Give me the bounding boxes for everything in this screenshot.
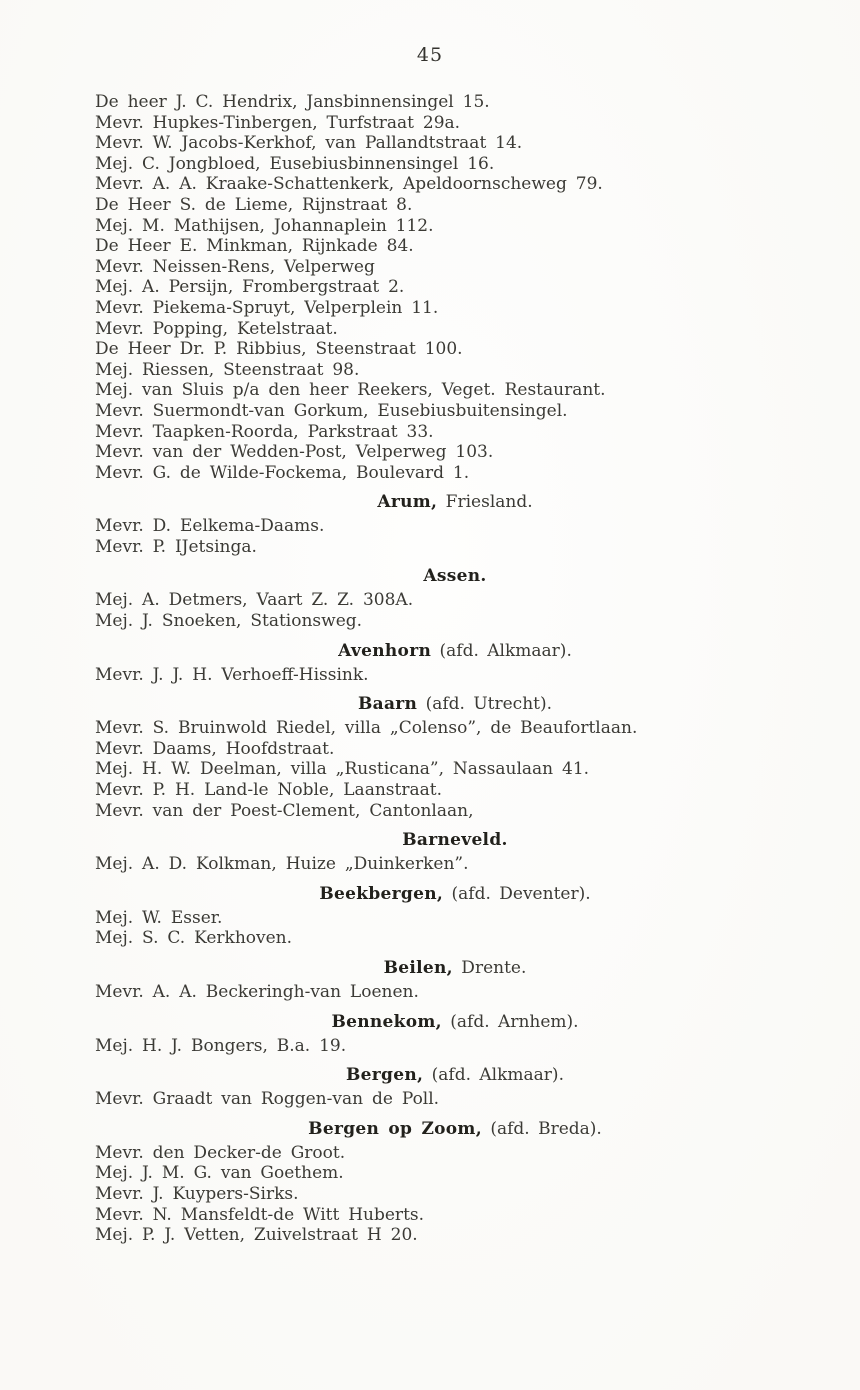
member-entry: Mej. J. Snoeken, Stationsweg. — [95, 611, 363, 632]
city-section — [95, 641, 815, 686]
member-entry: Mej. H. J. Bongers, B.a. 19. — [95, 1035, 347, 1056]
member-entry: Mevr. A. A. Beckeringh-van Loenen. — [95, 982, 419, 1002]
member-entry: Mevr. Popping, Ketelstraat. — [95, 318, 338, 339]
member-entry: Mevr. N. Mansfeldt-de Witt Huberts. — [95, 1204, 425, 1225]
member-entry: Mej. P. J. Vetten, Zuivelstraat H 20. — [95, 1225, 418, 1246]
city-section — [95, 694, 815, 821]
member-entry: Mevr. van der Wedden-Post, Velperweg 103. — [95, 442, 494, 463]
member-entry: De Heer S. de Lieme, Rijnstraat 8. — [95, 194, 413, 215]
city-name: Beekbergen, — [319, 883, 444, 904]
member-entry: Mevr. J. Kuypers-Sirks. — [95, 1183, 299, 1204]
member-entry: Mej. A. Persijn, Frombergstraat 2. — [95, 277, 405, 298]
member-entry: Mej. A. D. Kolkman, Huize „Duinkerken”. — [95, 854, 469, 875]
member-entry: De Heer E. Minkman, Rijnkade 84. — [95, 236, 414, 257]
member-entry: De heer J. C. Hendrix, Jansbinnensingel 15. — [95, 92, 490, 112]
city-name: Barneveld. — [402, 830, 508, 851]
city-heading — [95, 694, 815, 714]
city-suffix: (afd. Arnhem). — [441, 1011, 579, 1032]
city-heading — [95, 1012, 815, 1032]
city-name: Arum, — [377, 492, 438, 513]
member-entry: Mevr. Graadt van Roggen-van de Poll. — [95, 1089, 440, 1110]
city-suffix: Drente. — [452, 958, 527, 978]
member-entry: Mevr. W. Jacobs-Kerkhof, van Pallandtstraat 14. — [95, 133, 523, 154]
member-entry: Mej. van Sluis p/a den heer Reekers, Veget. Restaurant. — [95, 380, 606, 401]
member-entry: Mej. S. C. Kerkhoven. — [95, 928, 293, 949]
member-entry: Mevr. Hupkes-Tinbergen, Turfstraat 29a. — [95, 112, 461, 133]
member-entry: Mej. Riessen, Steenstraat 98. — [95, 359, 360, 380]
city-section — [95, 884, 815, 949]
city-heading — [95, 566, 815, 586]
city-name: Avenhorn — [338, 640, 432, 661]
city-heading — [95, 641, 815, 661]
member-entry: Mej. C. Jongbloed, Eusebiusbinnensingel 16. — [95, 153, 495, 174]
member-entry: Mevr. Daams, Hoofdstraat. — [95, 738, 335, 759]
city-suffix: (afd. Deventer). — [443, 883, 591, 904]
city-heading — [95, 492, 815, 512]
city-heading — [95, 1065, 815, 1085]
city-heading — [95, 1119, 815, 1139]
city-name: Assen. — [423, 566, 487, 587]
member-entry: Mej. M. Mathijsen, Johannaplein 112. — [95, 215, 434, 236]
member-entry: Mej. A. Detmers, Vaart Z. Z. 308A. — [95, 590, 414, 611]
member-entry: Mevr. J. J. H. Verhoeff-Hissink. — [95, 664, 369, 685]
city-name: Beilen, — [383, 958, 453, 978]
member-entry: Mevr. D. Eelkema-Daams. — [95, 516, 325, 537]
member-entry: Mevr. den Decker-de Groot. — [95, 1142, 346, 1163]
member-entry: Mevr. van der Poest-Clement, Cantonlaan, — [95, 800, 474, 821]
member-entry: Mej. H. W. Deelman, villa „Rusticana”, Nassaulaan 41. — [95, 759, 590, 780]
city-suffix: Friesland. — [437, 492, 533, 513]
city-suffix: (afd. Utrecht). — [417, 694, 553, 715]
city-suffix: (afd. Alkmaar). — [423, 1065, 564, 1086]
city-section — [95, 958, 815, 1003]
city-suffix: (afd. Alkmaar). — [431, 640, 572, 661]
city-section — [95, 566, 815, 631]
city-section — [95, 830, 815, 875]
page-number: 45 — [416, 44, 444, 66]
member-entry: Mevr. P. IJetsinga. — [95, 536, 257, 557]
city-name: Baarn — [357, 694, 418, 715]
member-entry: Mej. J. M. G. van Goethem. — [95, 1163, 344, 1184]
city-heading — [95, 884, 815, 904]
city-name: Bergen, — [346, 1065, 424, 1086]
member-entry: De Heer Dr. P. Ribbius, Steenstraat 100. — [95, 339, 463, 360]
member-entry: Mevr. G. de Wilde-Fockema, Boulevard 1. — [95, 462, 470, 483]
city-heading — [95, 830, 815, 850]
member-entry: Mevr. S. Bruinwold Riedel, villa „Colenso”, de Beaufortlaan. — [95, 718, 638, 739]
city-suffix: (afd. Breda). — [481, 1118, 602, 1139]
member-entry: Mevr. A. A. Kraake-Schattenkerk, Apeldoornscheweg 79. — [95, 174, 603, 195]
member-entry: Mevr. Taapken-Roorda, Parkstraat 33. — [95, 421, 434, 442]
city-heading — [95, 958, 815, 978]
city-section — [95, 1119, 815, 1246]
city-section — [95, 92, 815, 483]
member-entry: Mevr. Suermondt-van Gorkum, Eusebiusbuitensingel. — [95, 400, 568, 421]
member-list — [95, 92, 815, 1246]
city-section — [95, 1065, 815, 1110]
member-entry: Mevr. P. H. Land-le Noble, Laanstraat. — [95, 780, 442, 801]
member-entry: Mevr. Piekema-Spruyt, Velperplein 11. — [95, 297, 439, 318]
member-entry: Mevr. Neissen-Rens, Velperweg — [95, 256, 375, 277]
city-name: Bennekom, — [331, 1011, 442, 1032]
city-section — [95, 1012, 815, 1057]
member-entry: Mej. W. Esser. — [95, 907, 223, 928]
city-name: Bergen op Zoom, — [308, 1118, 482, 1139]
city-section — [95, 492, 815, 557]
